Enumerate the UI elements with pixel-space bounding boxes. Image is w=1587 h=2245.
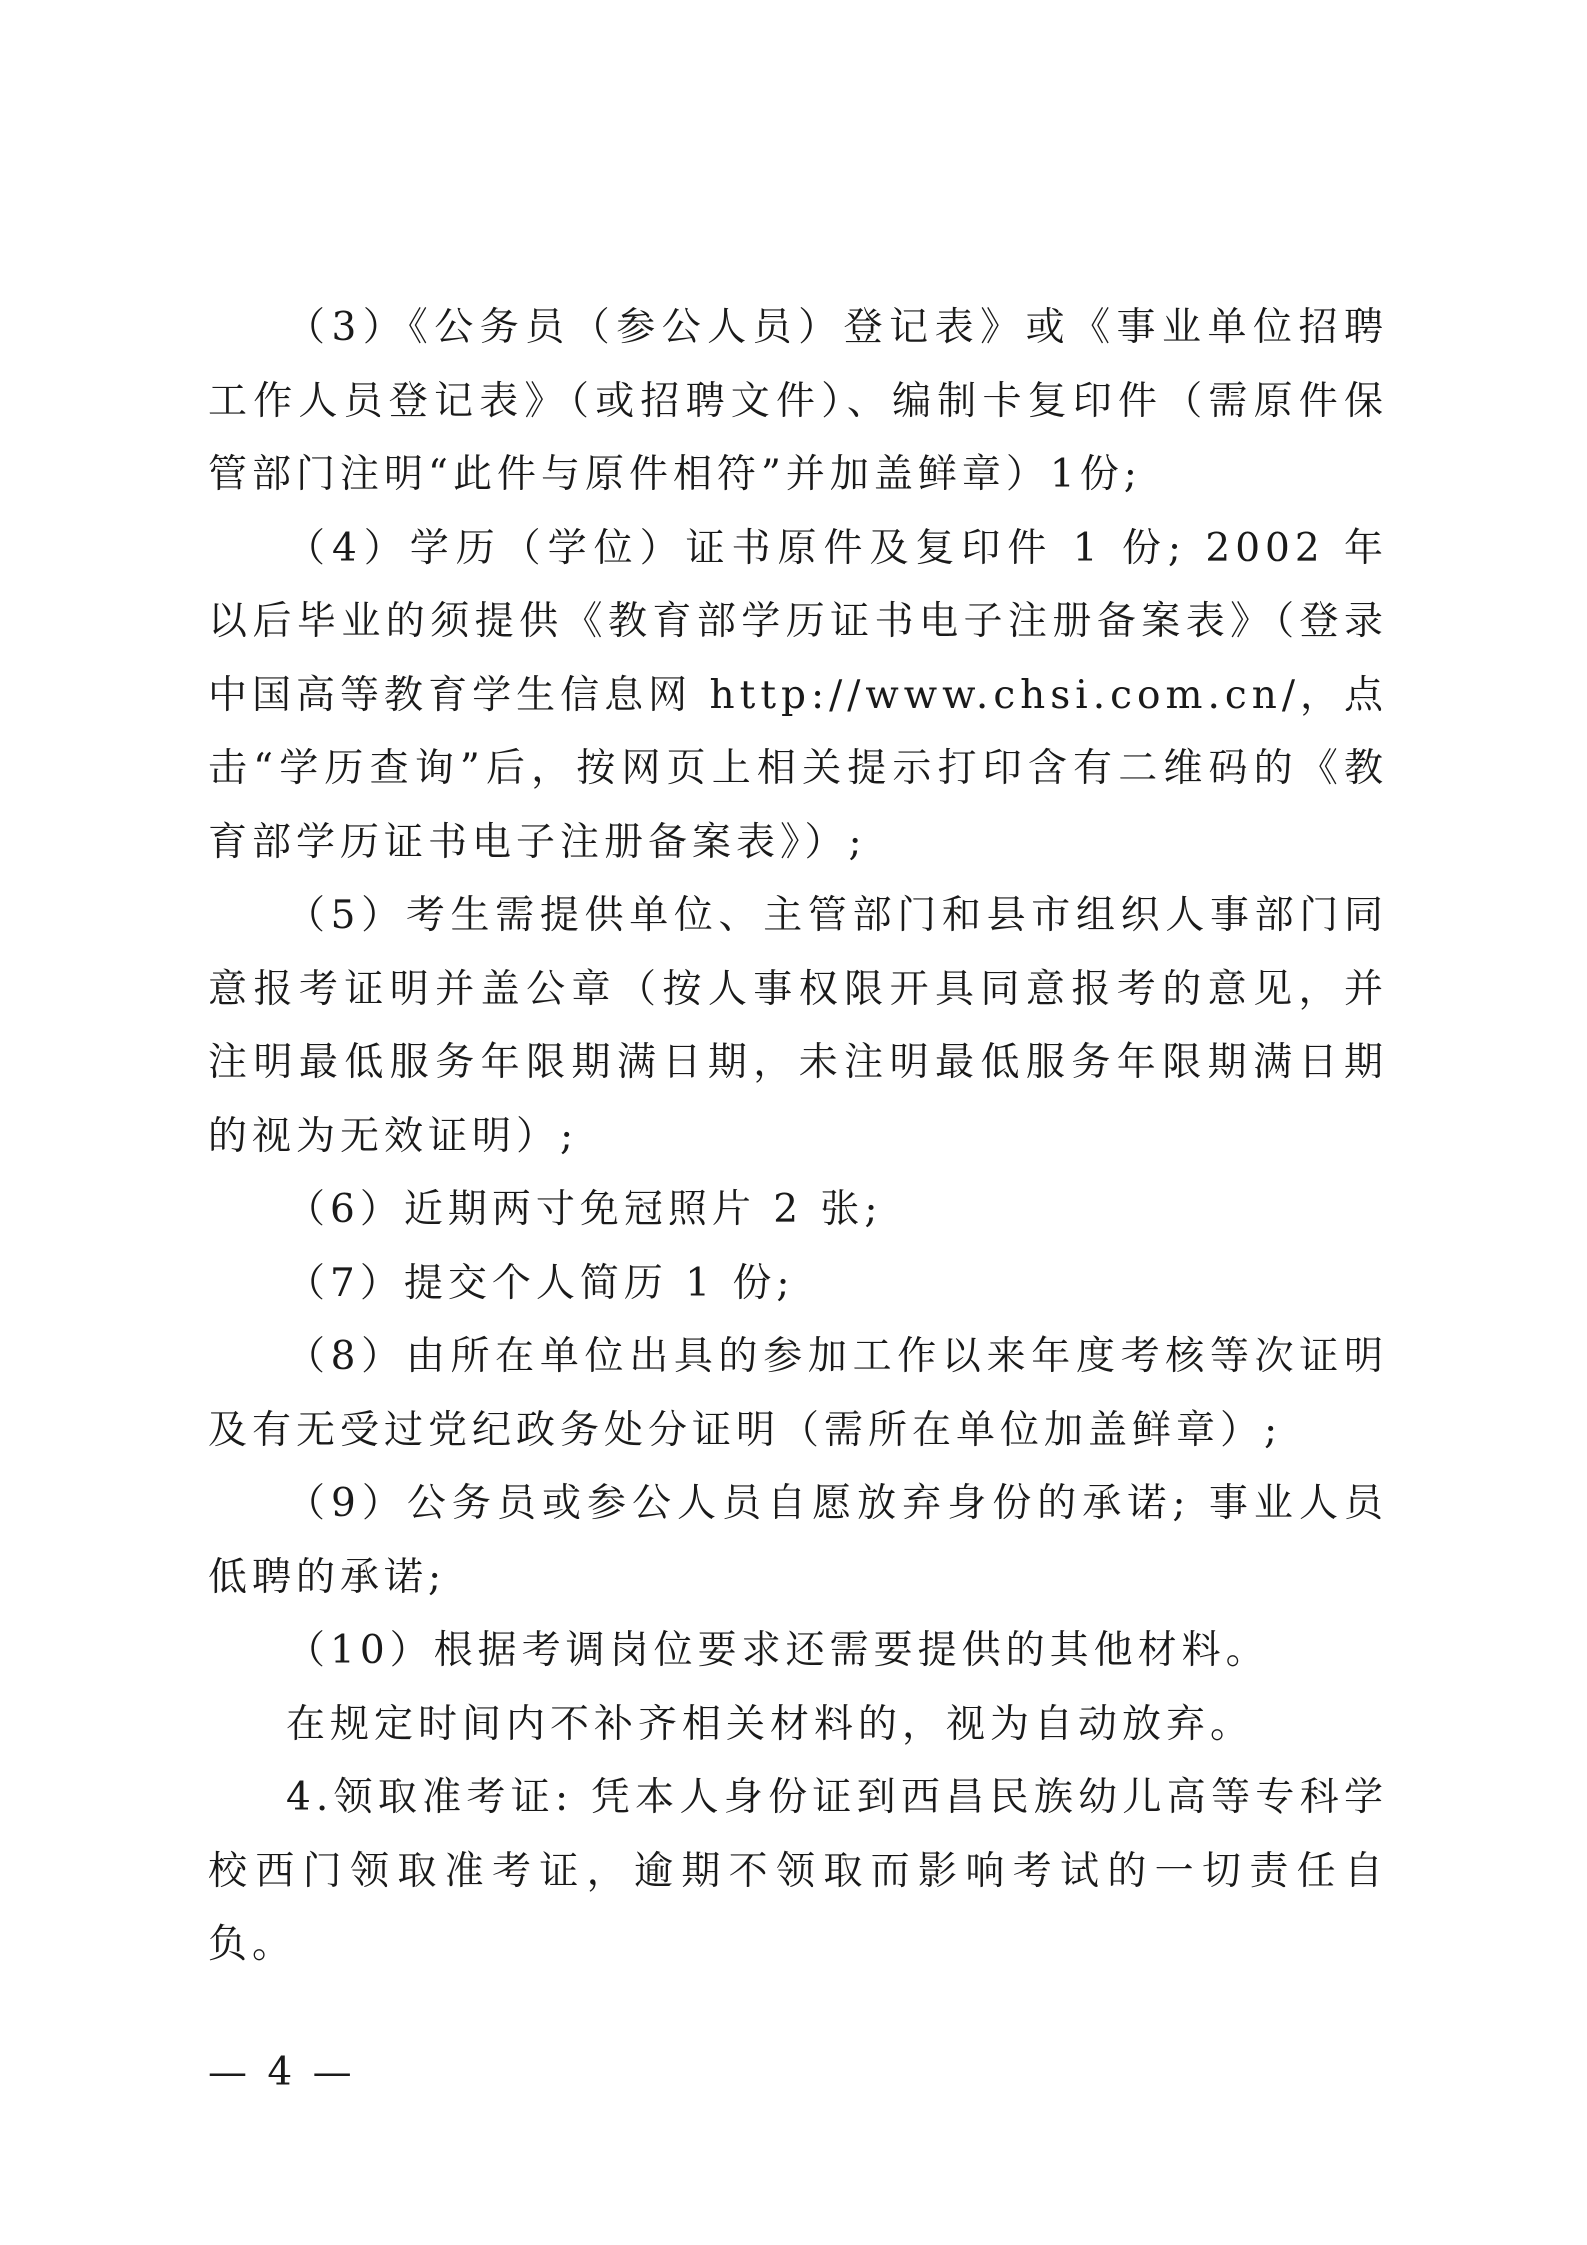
document-body xyxy=(208,291,1388,1982)
paragraph-item-4: （4）学历（学位）证书原件及复印件 1 份; 2002 年以后毕业的须提供《教育部学历证书电子注册备案表》（登录中国高等教育学生信息网 http://www.chsi.com.cn/，点击“学历查询”后，按网页上相关提示打印含有二维码的《教育部学历证书电子注册备案表》）; xyxy=(208,525,1388,865)
paragraph-admission-ticket: 4.领取准考证: 凭本人身份证到西昌民族幼儿高等专科学校西门领取准考证，逾期不领取而影响考试的一切责任自负。 xyxy=(208,1775,1388,1967)
paragraph-item-7: （7）提交个人简历 1 份; xyxy=(286,1260,795,1306)
paragraph-item-5: （5）考生需提供单位、主管部门和县市组织人事部门同意报考证明并盖公章（按人事权限开具同意报考的意见，并注明最低服务年限期满日期，未注明最低服务年限期满日期的视为无效证明）; xyxy=(208,893,1388,1159)
paragraph-item-8: （8）由所在单位出具的参加工作以来年度考核等次证明及有无受过党纪政务处分证明（需所在单位加盖鲜章）; xyxy=(208,1334,1388,1453)
paragraph-item-3: （3）《公务员（参公人员）登记表》或《事业单位招聘工作人员登记表》（或招聘文件）、编制卡复印件（需原件保管部门注明“此件与原件相符”并加盖鲜章）1份; xyxy=(208,305,1388,497)
paragraph-item-6: （6）近期两寸免冠照片 2 张; xyxy=(286,1187,883,1232)
page-number: — 4 — xyxy=(208,2050,356,2095)
paragraph-deadline-note: 在规定时间内不补齐相关材料的，视为自动放弃。 xyxy=(286,1701,1255,1747)
paragraph-item-10: （10）根据考调岗位要求还需要提供的其他材料。 xyxy=(286,1628,1270,1673)
paragraph-item-9: （9）公务员或参公人员自愿放弃身份的承诺; 事业人员低聘的承诺; xyxy=(208,1481,1388,1600)
